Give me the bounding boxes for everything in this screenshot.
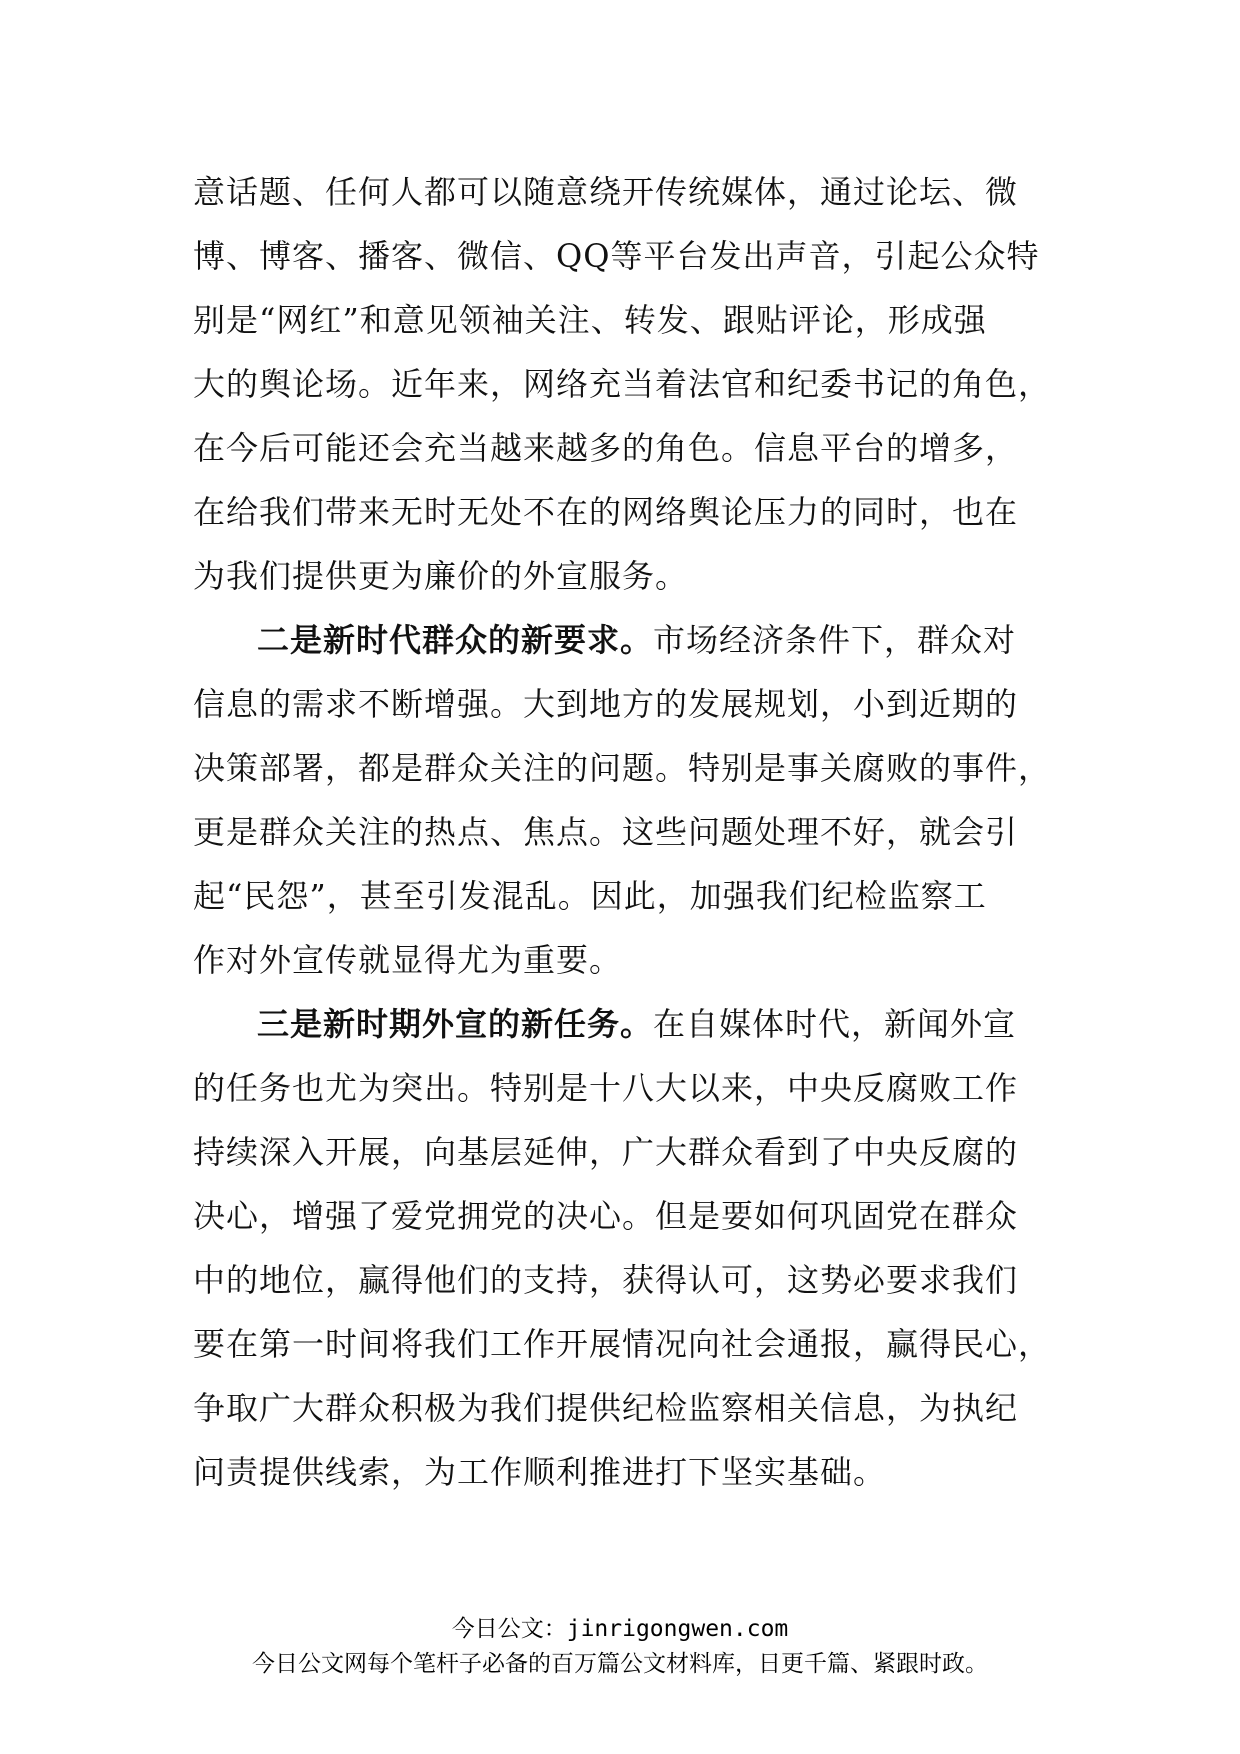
text-line: 在今后可能还会充当越来越多的角色。信息平台的增多，	[193, 429, 1019, 467]
paragraph-heading: 三是新时期外宣的新任务。	[257, 1005, 654, 1043]
text-line: 意话题、任何人都可以随意绕开传统媒体，通过论坛、微	[193, 173, 1019, 211]
text-line: 为我们提供更为廉价的外宣服务。	[193, 557, 689, 595]
text-line: 要在第一时间将我们工作开展情况向社会通报，赢得民心，	[193, 1325, 1052, 1363]
text-line: 决心，增强了爱党拥党的决心。但是要如何巩固党在群众	[193, 1197, 1019, 1235]
text-run: 在自媒体时代，新闻外宣	[653, 1005, 1017, 1043]
text-line: 博、博客、播客、微信、QQ等平台发出声音，引起公众特	[193, 237, 1040, 275]
text-line: 别是“网红”和意见领袖关注、转发、跟贴评论，形成强	[193, 301, 987, 339]
footer-slogan: 今日公文网每个笔杆子必备的百万篇公文材料库，日更千篇、紧跟时政。	[252, 1651, 988, 1677]
paragraph-1	[193, 160, 1052, 608]
text-line: 的任务也尤为突出。特别是十八大以来，中央反腐败工作	[193, 1069, 1019, 1107]
text-line	[193, 608, 1047, 672]
text-line: 起“民怨”，甚至引发混乱。因此，加强我们纪检监察工	[193, 877, 987, 915]
footer-site	[0, 1610, 1240, 1643]
text-line: 大的舆论场。近年来，网络充当着法官和纪委书记的角色，	[193, 365, 1052, 403]
text-line: 在给我们带来无时无处不在的网络舆论压力的同时，也在	[193, 493, 1019, 531]
text-line: 信息的需求不断增强。大到地方的发展规划，小到近期的	[193, 685, 1019, 723]
paragraph-2	[193, 608, 1052, 992]
text-line	[193, 992, 1047, 1056]
text-line: 作对外宣传就显得尤为重要。	[193, 941, 623, 979]
paragraph-heading: 二是新时代群众的新要求。	[257, 621, 654, 659]
body-text	[193, 160, 1052, 1504]
paragraph-3	[193, 992, 1052, 1504]
footer-site-label: 今日公文：	[451, 1616, 567, 1642]
text-line: 问责提供线索，为工作顺利推进打下坚实基础。	[193, 1453, 887, 1491]
text-line: 决策部署，都是群众关注的问题。特别是事关腐败的事件，	[193, 749, 1052, 787]
text-line: 争取广大群众积极为我们提供纪检监察相关信息，为执纪	[193, 1389, 1019, 1427]
text-run: 市场经济条件下，群众对	[653, 621, 1017, 659]
text-line: 中的地位，赢得他们的支持，获得认可，这势必要求我们	[193, 1261, 1019, 1299]
text-line: 持续深入开展，向基层延伸，广大群众看到了中央反腐的	[193, 1133, 1019, 1171]
footer-site-url[interactable]: jinrigongwen.com	[566, 1616, 789, 1642]
text-line: 更是群众关注的热点、焦点。这些问题处理不好，就会引	[193, 813, 1019, 851]
